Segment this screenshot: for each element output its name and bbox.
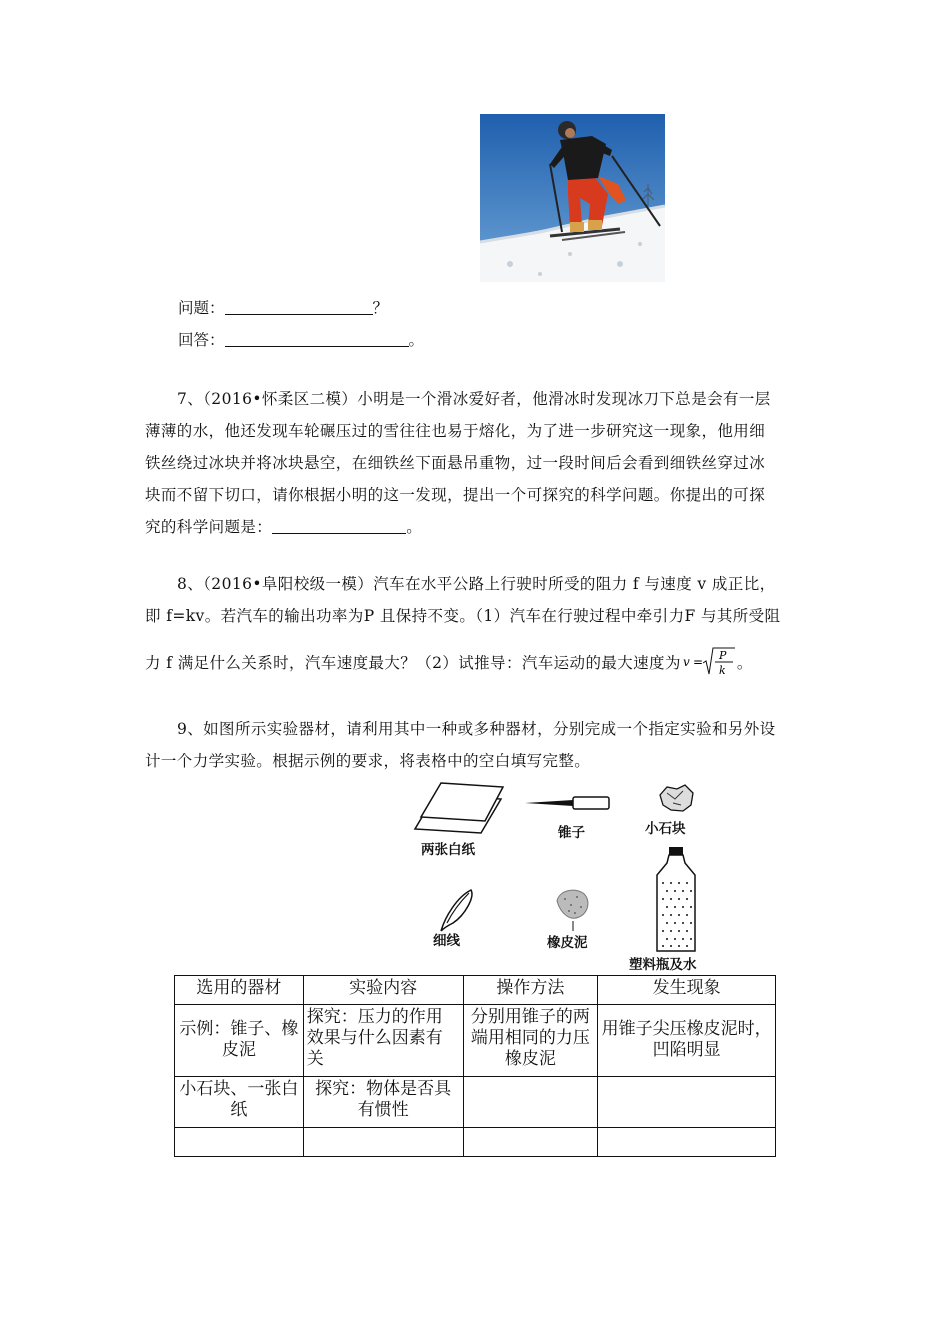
formula-k: k xyxy=(718,664,726,677)
q8-line-1: 8、（2016•阜阳校级一模）汽车在水平公路上行驶时所受的阻力 f 与速度 v 成正比， xyxy=(177,575,776,593)
clay-icon xyxy=(553,887,593,935)
label-paper: 两张白纸 xyxy=(421,842,475,858)
awl-icon xyxy=(523,793,613,813)
label-awl: 锥子 xyxy=(558,825,585,841)
q8-line-3-end: 。 xyxy=(736,654,753,672)
table-row xyxy=(175,1077,776,1128)
table-row xyxy=(175,1128,776,1157)
max-speed-formula xyxy=(681,646,737,689)
q6-answer-blank[interactable] xyxy=(225,330,409,347)
formula-P: P xyxy=(718,649,727,662)
q7-line-5-start: 究的科学问题是： xyxy=(145,518,273,536)
table-header-row xyxy=(175,976,776,1005)
q6-question-line xyxy=(178,296,388,318)
label-stone: 小石块 xyxy=(645,821,686,837)
table-cell: 探究：压力的作用效果与什么因素有关 xyxy=(303,1005,463,1077)
q8-line-2: 即 f=kv。若汽车的输出功率为P 且保持不变。（1）汽车在行驶过程中牵引力F 与其所受阻 xyxy=(145,607,781,625)
q7-answer-blank[interactable] xyxy=(272,517,406,534)
question-9 xyxy=(145,713,810,777)
table-cell: 用锥子尖压橡皮泥时，凹陷明显 xyxy=(598,1005,776,1077)
q9-line-1: 9、如图所示实验器材，请利用其中一种或多种器材，分别完成一个指定实验和另外设 xyxy=(177,720,776,738)
header-method: 操作方法 xyxy=(463,976,598,1005)
label-bottle: 塑料瓶及水 xyxy=(629,957,697,973)
stone-icon xyxy=(657,783,697,813)
table-cell-blank[interactable] xyxy=(175,1128,304,1157)
thread-icon xyxy=(435,887,477,933)
question-7 xyxy=(145,383,810,543)
table-row xyxy=(175,1005,776,1077)
skier-photo xyxy=(480,114,665,282)
q7-line-3: 铁丝绕过冰块并将冰块悬空，在细铁丝下面悬吊重物，过一段时间后会看到细铁丝穿过冰 xyxy=(145,454,766,472)
header-equipment: 选用的器材 xyxy=(175,976,304,1005)
equipment-figure xyxy=(405,775,735,975)
q6-answer-line xyxy=(178,328,424,350)
table-cell: 小石块、一张白纸 xyxy=(175,1077,304,1128)
table-cell-blank[interactable] xyxy=(463,1128,598,1157)
label-clay: 橡皮泥 xyxy=(547,935,588,951)
bottle-icon xyxy=(651,845,701,955)
q7-line-5 xyxy=(145,511,810,543)
formula-eq: = xyxy=(692,655,704,669)
table-cell: 示例：锥子、橡皮泥 xyxy=(175,1005,304,1077)
question-8 xyxy=(145,568,810,689)
q8-line-3 xyxy=(145,646,810,689)
q7-line-5-end: 。 xyxy=(406,518,423,536)
table-cell: 探究：物体是否具有惯性 xyxy=(303,1077,463,1128)
formula-v: v xyxy=(682,655,691,669)
header-content: 实验内容 xyxy=(303,976,463,1005)
paper-icon xyxy=(413,781,505,835)
table-cell: 分别用锥子的两端用相同的力压橡皮泥 xyxy=(463,1005,598,1077)
table-cell-blank[interactable] xyxy=(598,1128,776,1157)
q6-answer-label: 回答： xyxy=(178,331,225,349)
q7-line-2: 薄薄的水，他还发现车轮碾压过的雪往往也易于熔化，为了进一步研究这一现象，他用细 xyxy=(145,422,766,440)
header-phenomenon: 发生现象 xyxy=(598,976,776,1005)
label-thread: 细线 xyxy=(433,933,460,949)
table-cell-blank[interactable] xyxy=(598,1077,776,1128)
experiment-table xyxy=(174,975,776,1157)
q9-line-2: 计一个力学实验。根据示例的要求，将表格中的空白填写完整。 xyxy=(145,752,591,770)
q7-line-1: 7、（2016•怀柔区二模）小明是一个滑冰爱好者，他滑冰时发现冰刀下总是会有一层 xyxy=(177,390,771,408)
q6-question-blank[interactable] xyxy=(225,298,373,315)
table-cell-blank[interactable] xyxy=(463,1077,598,1128)
q8-line-3-start: 力 f 满足什么关系时，汽车速度最大？（2）试推导：汽车运动的最大速度为 xyxy=(145,654,681,672)
q7-line-4: 块而不留下切口，请你根据小明的这一发现，提出一个可探究的科学问题。你提出的可探 xyxy=(145,486,766,504)
q6-question-label: 问题： xyxy=(178,299,225,317)
table-cell-blank[interactable] xyxy=(303,1128,463,1157)
q6-answer-end: 。 xyxy=(408,331,425,349)
q6-question-end: ？ xyxy=(372,299,389,317)
